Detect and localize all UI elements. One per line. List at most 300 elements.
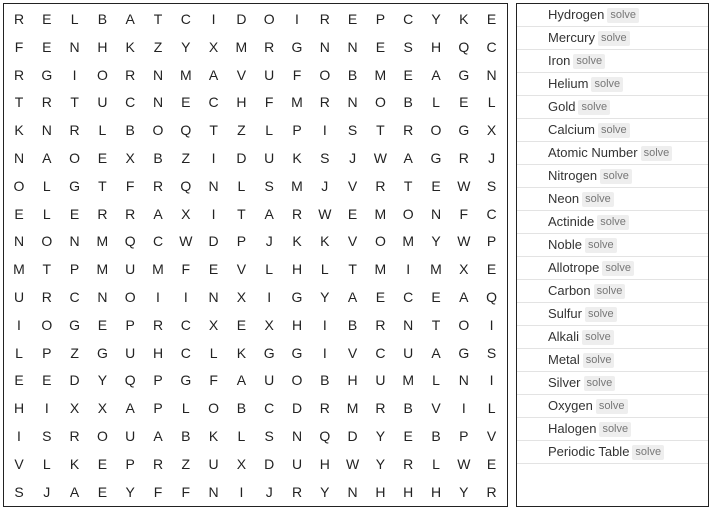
grid-cell[interactable]: H [291,261,303,278]
grid-cell[interactable]: L [209,344,218,361]
grid-cell[interactable]: I [183,289,188,305]
grid-cell[interactable]: M [291,177,303,194]
grid-cell[interactable]: L [181,400,190,417]
grid-cell[interactable]: U [264,150,275,166]
grid-cell[interactable]: X [236,455,247,472]
grid-cell[interactable]: Z [237,122,246,139]
grid-cell[interactable]: C [152,233,164,250]
grid-cell[interactable]: W [345,455,360,472]
grid-cell[interactable]: S [486,177,497,194]
grid-cell[interactable]: L [265,261,274,278]
grid-cell[interactable]: O [41,316,53,333]
grid-cell[interactable]: E [97,316,108,333]
grid-cell[interactable]: M [13,261,25,278]
grid-cell[interactable]: A [69,483,80,500]
grid-cell[interactable]: E [97,455,108,472]
grid-cell[interactable]: N [41,122,52,139]
grid-cell[interactable]: E [347,205,358,222]
grid-cell[interactable]: H [319,455,330,472]
grid-cell[interactable]: A [431,66,441,83]
grid-cell[interactable]: N [152,66,164,83]
grid-cell[interactable]: I [322,344,327,361]
grid-cell[interactable]: P [153,400,163,417]
grid-cell[interactable]: B [97,11,108,27]
grid-cell[interactable]: S [264,177,274,194]
grid-cell[interactable]: L [42,205,51,222]
grid-cell[interactable]: M [374,205,387,222]
solve-button[interactable]: solve [602,261,634,276]
grid-cell[interactable]: L [237,177,246,194]
solve-button[interactable]: solve [632,445,664,460]
grid-cell[interactable]: D [236,11,247,27]
grid-cell[interactable]: L [42,455,51,472]
grid-cell[interactable]: N [486,66,497,83]
grid-cell[interactable]: R [125,66,136,83]
grid-cell[interactable]: H [375,483,386,500]
grid-cell[interactable]: A [459,289,469,305]
grid-cell[interactable]: K [459,11,469,27]
grid-cell[interactable]: T [14,94,24,111]
grid-cell[interactable]: I [322,316,327,333]
grid-cell[interactable]: P [375,11,386,27]
grid-cell[interactable]: N [208,483,219,500]
grid-cell[interactable]: B [320,372,330,389]
grid-cell[interactable]: M [152,261,164,278]
grid-cell[interactable]: Q [486,289,498,305]
grid-cell[interactable]: Q [458,38,470,55]
grid-cell[interactable]: R [319,11,330,27]
grid-cell[interactable]: U [125,344,136,361]
grid-cell[interactable]: Z [70,344,79,361]
grid-cell[interactable]: E [236,316,247,333]
grid-cell[interactable]: R [375,400,386,417]
grid-cell[interactable]: X [236,289,247,305]
grid-cell[interactable]: I [211,150,216,166]
grid-cell[interactable]: N [430,205,442,222]
grid-cell[interactable]: C [486,38,497,55]
grid-cell[interactable]: W [373,150,387,166]
grid-cell[interactable]: N [291,428,303,444]
solve-button[interactable]: solve [582,330,614,345]
grid-cell[interactable]: T [431,316,441,333]
grid-cell[interactable]: W [457,455,471,472]
grid-cell[interactable]: G [291,344,303,361]
grid-cell[interactable]: R [486,483,497,500]
grid-cell[interactable]: U [264,372,275,389]
grid-cell[interactable]: R [97,205,108,222]
grid-cell[interactable]: P [459,428,469,444]
grid-cell[interactable]: R [319,400,330,417]
grid-cell[interactable]: U [125,261,136,278]
grid-cell[interactable]: L [487,400,496,417]
grid-cell[interactable]: S [403,38,413,55]
grid-cell[interactable]: O [291,372,303,389]
grid-cell[interactable]: F [292,66,302,83]
grid-cell[interactable]: I [44,400,49,417]
grid-cell[interactable]: E [42,38,52,55]
grid-cell[interactable]: N [208,177,219,194]
grid-cell[interactable]: G [69,177,81,194]
grid-cell[interactable]: C [375,344,386,361]
grid-cell[interactable]: U [97,94,108,111]
grid-cell[interactable]: P [125,455,135,472]
grid-cell[interactable]: I [17,316,21,333]
solve-button[interactable]: solve [594,284,626,299]
grid-cell[interactable]: U [403,344,414,361]
grid-cell[interactable]: E [97,483,108,500]
grid-cell[interactable]: F [14,38,24,55]
grid-cell[interactable]: Q [319,428,331,444]
grid-cell[interactable]: L [432,455,440,472]
grid-cell[interactable]: C [403,289,414,305]
grid-cell[interactable]: W [457,233,471,250]
grid-cell[interactable]: B [347,316,358,333]
grid-cell[interactable]: C [125,94,136,111]
grid-cell[interactable]: G [291,289,303,305]
grid-cell[interactable]: W [457,177,471,194]
grid-cell[interactable]: E [459,94,469,111]
grid-cell[interactable]: A [153,428,163,444]
grid-cell[interactable]: J [321,177,329,194]
grid-cell[interactable]: Q [180,122,192,139]
solve-button[interactable]: solve [578,100,610,115]
grid-cell[interactable]: N [403,316,414,333]
grid-cell[interactable]: U [264,66,275,83]
grid-cell[interactable]: F [125,177,135,194]
grid-cell[interactable]: H [291,316,303,333]
grid-cell[interactable]: P [42,344,52,361]
grid-cell[interactable]: Q [124,372,136,389]
grid-cell[interactable]: Z [181,150,191,166]
grid-cell[interactable]: A [42,150,52,166]
grid-cell[interactable]: R [125,205,136,222]
grid-cell[interactable]: K [320,233,330,250]
grid-cell[interactable]: Y [375,455,386,472]
grid-cell[interactable]: C [264,400,275,417]
grid-cell[interactable]: E [486,11,497,27]
solve-button[interactable]: solve [582,192,614,207]
grid-cell[interactable]: F [264,94,274,111]
grid-cell[interactable]: X [486,122,497,139]
solve-button[interactable]: solve [591,77,623,92]
grid-cell[interactable]: K [125,38,135,55]
grid-cell[interactable]: T [209,122,218,139]
grid-cell[interactable]: I [17,428,21,444]
grid-cell[interactable]: K [69,455,80,472]
grid-cell[interactable]: K [292,150,302,166]
solve-button[interactable]: solve [599,422,631,437]
grid-cell[interactable]: D [291,400,303,417]
grid-cell[interactable]: R [458,150,469,166]
grid-cell[interactable]: E [347,11,358,27]
grid-cell[interactable]: G [291,38,303,55]
grid-cell[interactable]: H [236,94,247,111]
grid-cell[interactable]: L [237,428,246,444]
grid-cell[interactable]: B [125,122,135,139]
grid-cell[interactable]: E [375,38,386,55]
grid-cell[interactable]: S [486,344,497,361]
grid-cell[interactable]: V [347,177,358,194]
grid-cell[interactable]: C [403,11,414,27]
grid-cell[interactable]: U [13,289,25,305]
grid-cell[interactable]: V [347,233,358,250]
grid-cell[interactable]: X [181,205,191,222]
grid-cell[interactable]: Y [320,289,330,305]
grid-cell[interactable]: J [265,483,273,500]
grid-cell[interactable]: H [347,372,358,389]
grid-cell[interactable]: B [347,66,358,83]
grid-cell[interactable]: B [431,428,441,444]
grid-cell[interactable]: J [43,483,51,500]
grid-cell[interactable]: E [403,66,413,83]
solve-button[interactable]: solve [600,169,632,184]
grid-cell[interactable]: R [403,122,414,139]
grid-cell[interactable]: O [263,11,275,27]
grid-cell[interactable]: G [458,344,470,361]
grid-cell[interactable]: W [179,233,193,250]
grid-cell[interactable]: P [236,233,247,250]
grid-cell[interactable]: S [320,150,330,166]
grid-cell[interactable]: M [430,261,442,278]
grid-cell[interactable]: G [180,372,192,389]
grid-cell[interactable]: R [291,205,303,222]
grid-cell[interactable]: U [208,455,219,472]
grid-cell[interactable]: M [96,261,109,278]
grid-cell[interactable]: M [235,38,248,55]
grid-cell[interactable]: E [431,177,441,194]
grid-cell[interactable]: L [15,344,23,361]
grid-cell[interactable]: R [41,289,52,305]
grid-cell[interactable]: X [125,150,135,166]
grid-cell[interactable]: M [374,261,387,278]
solve-button[interactable]: solve [596,399,628,414]
grid-cell[interactable]: R [152,455,164,472]
grid-cell[interactable]: B [403,94,413,111]
grid-cell[interactable]: N [458,372,469,389]
grid-cell[interactable]: O [402,205,414,222]
grid-cell[interactable]: Y [97,372,108,389]
solve-button[interactable]: solve [598,31,630,46]
solve-button[interactable]: solve [641,146,673,161]
grid-cell[interactable]: R [152,316,164,333]
grid-cell[interactable]: I [72,66,77,83]
grid-cell[interactable]: E [375,289,386,305]
grid-cell[interactable]: C [180,316,191,333]
grid-cell[interactable]: A [153,205,163,222]
grid-cell[interactable]: E [97,150,108,166]
grid-cell[interactable]: O [374,94,386,111]
grid-cell[interactable]: V [236,66,247,83]
grid-cell[interactable]: G [458,66,470,83]
grid-cell[interactable]: X [459,261,469,278]
grid-cell[interactable]: E [208,261,219,278]
grid-cell[interactable]: I [211,205,216,222]
grid-cell[interactable]: E [486,261,497,278]
grid-cell[interactable]: S [347,122,358,139]
grid-cell[interactable]: E [14,205,24,222]
grid-cell[interactable]: R [13,66,25,83]
grid-cell[interactable]: E [403,428,413,444]
grid-cell[interactable]: O [374,233,386,250]
grid-cell[interactable]: R [319,94,330,111]
grid-cell[interactable]: B [153,150,163,166]
solve-button[interactable]: solve [597,215,629,230]
grid-cell[interactable]: G [263,344,275,361]
grid-cell[interactable]: P [125,316,135,333]
grid-cell[interactable]: X [97,400,108,417]
grid-cell[interactable]: R [264,38,275,55]
grid-cell[interactable]: I [295,11,299,27]
grid-cell[interactable]: F [181,261,191,278]
grid-cell[interactable]: N [347,38,358,55]
grid-cell[interactable]: K [208,428,219,444]
grid-cell[interactable]: N [347,483,358,500]
grid-cell[interactable]: N [319,38,330,55]
solve-button[interactable]: solve [584,376,616,391]
grid-cell[interactable]: A [125,400,135,417]
grid-cell[interactable]: E [486,455,497,472]
grid-cell[interactable]: S [42,428,52,444]
grid-cell[interactable]: J [265,233,273,250]
grid-cell[interactable]: H [152,344,164,361]
grid-cell[interactable]: U [291,455,303,472]
grid-cell[interactable]: Y [431,233,441,250]
grid-cell[interactable]: R [375,316,386,333]
solve-button[interactable]: solve [585,307,617,322]
solve-button[interactable]: solve [598,123,630,138]
grid-cell[interactable]: O [96,428,108,444]
grid-cell[interactable]: E [69,205,80,222]
grid-cell[interactable]: I [489,316,494,333]
grid-cell[interactable]: H [13,400,25,417]
grid-cell[interactable]: A [347,289,358,305]
grid-cell[interactable]: O [458,316,470,333]
grid-cell[interactable]: L [432,94,440,111]
grid-cell[interactable]: T [348,261,357,278]
grid-cell[interactable]: I [267,289,272,305]
grid-cell[interactable]: G [69,316,81,333]
grid-cell[interactable]: P [486,233,497,250]
grid-cell[interactable]: R [375,177,386,194]
grid-cell[interactable]: O [13,177,25,194]
grid-cell[interactable]: O [208,400,220,417]
grid-cell[interactable]: B [236,400,247,417]
grid-cell[interactable]: M [346,400,359,417]
grid-cell[interactable]: I [156,289,160,305]
grid-cell[interactable]: N [69,38,80,55]
grid-cell[interactable]: O [69,150,81,166]
solve-button[interactable]: solve [607,8,639,23]
grid-cell[interactable]: T [376,122,385,139]
grid-cell[interactable]: Y [431,11,441,27]
grid-cell[interactable]: V [347,344,358,361]
grid-cell[interactable]: T [153,11,163,27]
grid-cell[interactable]: A [208,66,219,83]
grid-cell[interactable]: N [13,150,25,166]
grid-cell[interactable]: D [69,372,80,389]
grid-cell[interactable]: A [431,344,441,361]
grid-cell[interactable]: A [403,150,413,166]
grid-cell[interactable]: O [124,289,136,305]
grid-cell[interactable]: Q [180,177,192,194]
solve-button[interactable]: solve [583,353,615,368]
grid-cell[interactable]: E [42,11,52,27]
grid-cell[interactable]: J [349,150,357,166]
grid-cell[interactable]: A [264,205,274,222]
grid-cell[interactable]: E [181,94,191,111]
grid-cell[interactable]: J [488,150,496,166]
grid-cell[interactable]: V [236,261,247,278]
grid-cell[interactable]: C [486,205,497,222]
grid-cell[interactable]: G [430,150,442,166]
grid-cell[interactable]: B [403,400,413,417]
grid-cell[interactable]: I [239,483,244,500]
grid-cell[interactable]: V [14,455,24,472]
grid-cell[interactable]: C [69,289,80,305]
grid-cell[interactable]: D [208,233,219,250]
grid-cell[interactable]: Y [459,483,469,500]
grid-cell[interactable]: M [96,233,109,250]
grid-cell[interactable]: M [402,372,415,389]
grid-cell[interactable]: D [264,455,275,472]
grid-cell[interactable]: E [42,372,52,389]
grid-cell[interactable]: H [403,483,414,500]
grid-cell[interactable]: U [375,372,386,389]
grid-cell[interactable]: V [486,428,497,444]
grid-cell[interactable]: L [487,94,496,111]
grid-cell[interactable]: X [208,316,219,333]
grid-cell[interactable]: O [430,122,442,139]
grid-cell[interactable]: F [209,372,218,389]
grid-cell[interactable]: R [403,455,414,472]
grid-cell[interactable]: D [347,428,358,444]
grid-cell[interactable]: N [13,233,25,250]
grid-cell[interactable]: R [152,177,164,194]
grid-cell[interactable]: R [69,122,80,139]
grid-cell[interactable]: A [125,11,135,27]
grid-cell[interactable]: D [236,150,247,166]
grid-cell[interactable]: T [98,177,107,194]
grid-cell[interactable]: A [236,372,247,389]
grid-cell[interactable]: I [461,400,466,417]
grid-cell[interactable]: K [292,233,302,250]
grid-cell[interactable]: N [152,94,164,111]
grid-cell[interactable]: E [14,372,24,389]
grid-cell[interactable]: F [459,205,469,222]
grid-cell[interactable]: O [41,233,53,250]
grid-cell[interactable]: L [432,372,440,389]
grid-cell[interactable]: Y [320,483,330,500]
grid-cell[interactable]: R [69,428,80,444]
grid-cell[interactable]: L [42,177,51,194]
grid-cell[interactable]: N [208,289,219,305]
grid-cell[interactable]: N [97,289,108,305]
grid-cell[interactable]: H [430,38,442,55]
grid-cell[interactable]: O [96,66,108,83]
grid-cell[interactable]: P [69,261,80,278]
grid-cell[interactable]: L [70,11,79,27]
grid-cell[interactable]: O [319,66,331,83]
grid-cell[interactable]: R [13,11,25,27]
grid-cell[interactable]: Y [375,428,386,444]
grid-cell[interactable]: I [406,261,411,278]
grid-cell[interactable]: K [236,344,247,361]
grid-cell[interactable]: I [211,11,216,27]
grid-cell[interactable]: U [125,428,136,444]
grid-cell[interactable]: F [153,483,163,500]
grid-cell[interactable]: I [322,122,327,139]
grid-cell[interactable]: H [430,483,442,500]
